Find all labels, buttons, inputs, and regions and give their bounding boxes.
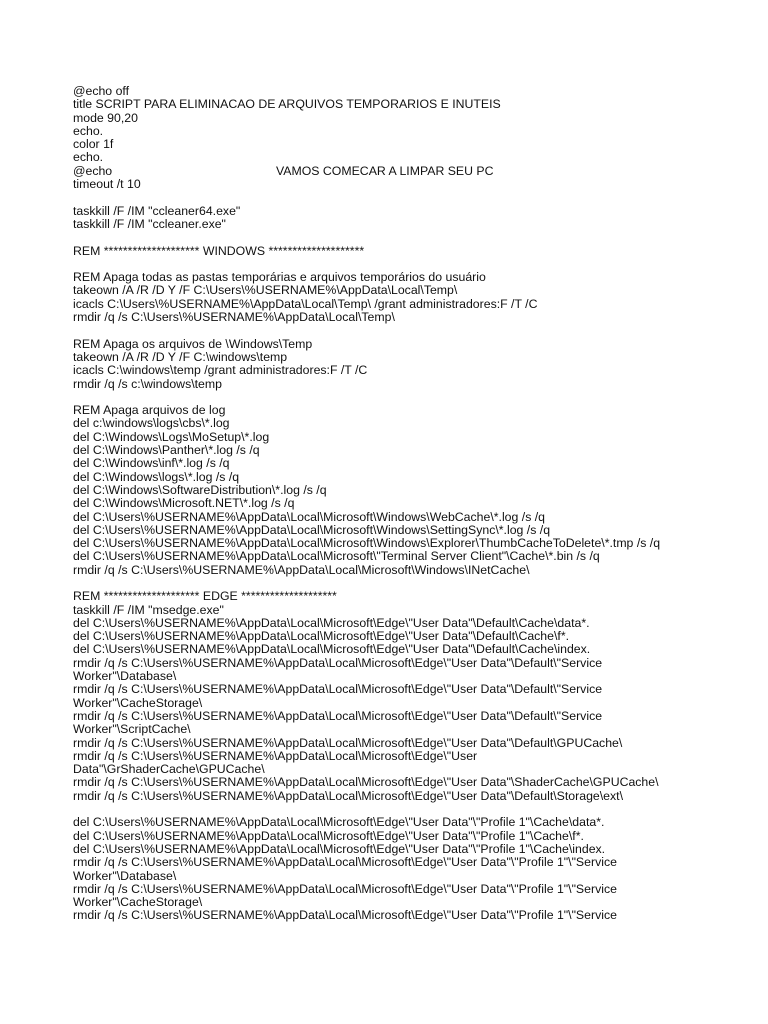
script-line: del C:\Users\%USERNAME%\AppData\Local\Microsoft\"Terminal Server Client"\Cache\*.bin /s /q: [73, 549, 600, 564]
script-line: echo.: [73, 123, 104, 138]
script-line: REM Apaga os arquivos de \Windows\Temp: [73, 336, 313, 351]
script-line: rmdir /q /s C:\Users\%USERNAME%\AppData\Local\Microsoft\Edge\"User Data"\ShaderCache\GPUCache\: [73, 775, 659, 790]
blank-line: [73, 231, 753, 244]
script-line: del C:\Windows\logs\*.log /s /q: [73, 469, 240, 484]
script-line: del C:\Windows\SoftwareDistribution\*.log /s /q: [73, 482, 327, 497]
script-line: del C:\Windows\Microsoft.NET\*.log /s /q: [73, 496, 295, 511]
script-line: del C:\Windows\inf\*.log /s /q: [73, 456, 230, 471]
script-line: rmdir /q /s C:\Users\%USERNAME%\AppData\Local\Microsoft\Windows\INetCache\: [73, 562, 530, 577]
script-line: rmdir /q /s C:\Users\%USERNAME%\AppData\Local\Microsoft\Edge\"User Data"\"Profile 1"\"Service: [73, 908, 617, 923]
script-line: rmdir /q /s C:\Users\%USERNAME%\AppData\Local\Microsoft\Edge\"User Data"\Default\"Service: [73, 655, 603, 670]
script-line: del C:\Users\%USERNAME%\AppData\Local\Microsoft\Windows\SettingSync\*.log /s /q: [73, 522, 551, 537]
script-line: del C:\Users\%USERNAME%\AppData\Local\Microsoft\Windows\WebCache\*.log /s /q: [73, 509, 546, 524]
script-line: del C:\Windows\Panther\*.log /s /q: [73, 443, 260, 458]
script-line: Worker"\CacheStorage\: [73, 895, 203, 910]
script-line: rmdir /q /s C:\Users\%USERNAME%\AppData\Local\Microsoft\Edge\"User: [73, 748, 478, 763]
script-line: rmdir /q /s C:\Users\%USERNAME%\AppData\Local\Microsoft\Edge\"User Data"\"Profile 1"\"Service: [73, 881, 617, 896]
document-page: [73, 85, 753, 923]
blank-line: [73, 258, 753, 271]
script-line: rmdir /q /s C:\Users\%USERNAME%\AppData\Local\Microsoft\Edge\"User Data"\Default\"Service: [73, 682, 603, 697]
script-line: @echo off: [73, 84, 130, 98]
script-line: takeown /A /R /D Y /F C:\Users\%USERNAME%\AppData\Local\Temp\: [73, 283, 458, 298]
script-line: Worker"\ScriptCache\: [73, 722, 191, 737]
script-line: takeown /A /R /D Y /F C:\windows\temp: [73, 349, 288, 364]
script-line: Worker"\Database\: [73, 669, 177, 684]
script-line: REM ******************** EDGE ********************: [73, 589, 337, 604]
script-line: taskkill /F /IM "msedge.exe": [73, 602, 224, 617]
script-line: color 1f: [73, 137, 114, 152]
script-line: taskkill /F /IM "ccleaner64.exe": [73, 203, 241, 218]
script-line: REM ******************** WINDOWS ********************: [73, 243, 365, 258]
script-line: REM Apaga todas as pastas temporárias e arquivos temporários do usuário: [73, 270, 486, 285]
script-line: del C:\Users\%USERNAME%\AppData\Local\Microsoft\Edge\"User Data"\Default\Cache\f*.: [73, 629, 570, 644]
script-line: icacls C:\windows\temp /grant administradores:F /T /C: [73, 363, 368, 378]
script-line: del C:\Users\%USERNAME%\AppData\Local\Microsoft\Edge\"User Data"\Default\Cache\data*.: [73, 615, 590, 630]
script-line: del c:\windows\logs\cbs\*.log: [73, 416, 230, 431]
script-line: Worker"\Database\: [73, 868, 177, 883]
script-line: echo.: [73, 150, 104, 165]
blank-line: [73, 324, 753, 337]
script-line: del C:\Windows\Logs\MoSetup\*.log: [73, 429, 270, 444]
blank-line: [73, 391, 753, 404]
script-line: taskkill /F /IM "ccleaner.exe": [73, 216, 226, 231]
script-line-message: VAMOS COMECAR A LIMPAR SEU PC: [276, 163, 494, 178]
script-line: rmdir /q /s C:\Users\%USERNAME%\AppData\Local\Microsoft\Edge\"User Data"\Default\Storage\ext\: [73, 788, 623, 803]
script-line: rmdir /q /s C:\Users\%USERNAME%\AppData\Local\Microsoft\Edge\"User Data"\Default\GPUCache\: [73, 735, 623, 750]
script-line: del C:\Users\%USERNAME%\AppData\Local\Microsoft\Windows\Explorer\ThumbCacheToDelete\*.tmp /s /q: [73, 536, 661, 551]
script-line: timeout /t 10: [73, 177, 141, 192]
script-line: rmdir /q /s C:\Users\%USERNAME%\AppData\Local\Microsoft\Edge\"User Data"\"Profile 1"\"Service: [73, 855, 617, 870]
blank-line: [73, 803, 753, 816]
blank-line: [73, 191, 753, 204]
script-line: rmdir /q /s C:\Users\%USERNAME%\AppData\Local\Microsoft\Edge\"User Data"\Default\"Service: [73, 708, 603, 723]
script-line: Worker"\CacheStorage\: [73, 695, 203, 710]
blank-line: [73, 577, 753, 590]
script-line: del C:\Users\%USERNAME%\AppData\Local\Microsoft\Edge\"User Data"\"Profile 1"\Cache\data*.: [73, 815, 605, 830]
script-line: REM Apaga arquivos de log: [73, 403, 226, 418]
script-line: del C:\Users\%USERNAME%\AppData\Local\Microsoft\Edge\"User Data"\"Profile 1"\Cache\index.: [73, 841, 606, 856]
script-line: rmdir /q /s c:\windows\temp: [73, 376, 222, 391]
script-line: icacls C:\Users\%USERNAME%\AppData\Local\Temp\ /grant administradores:F /T /C: [73, 296, 538, 311]
script-line: [73, 165, 753, 178]
script-line: title SCRIPT PARA ELIMINACAO DE ARQUIVOS TEMPORARIOS E INUTEIS: [73, 97, 501, 112]
script-line: mode 90,20: [73, 110, 138, 125]
script-line: del C:\Users\%USERNAME%\AppData\Local\Microsoft\Edge\"User Data"\Default\Cache\index.: [73, 642, 591, 657]
script-line: Data"\GrShaderCache\GPUCache\: [73, 762, 265, 777]
script-line: rmdir /q /s C:\Users\%USERNAME%\AppData\Local\Temp\: [73, 310, 395, 325]
script-line: del C:\Users\%USERNAME%\AppData\Local\Microsoft\Edge\"User Data"\"Profile 1"\Cache\f*.: [73, 828, 584, 843]
script-line-command: @echo: [73, 163, 113, 178]
